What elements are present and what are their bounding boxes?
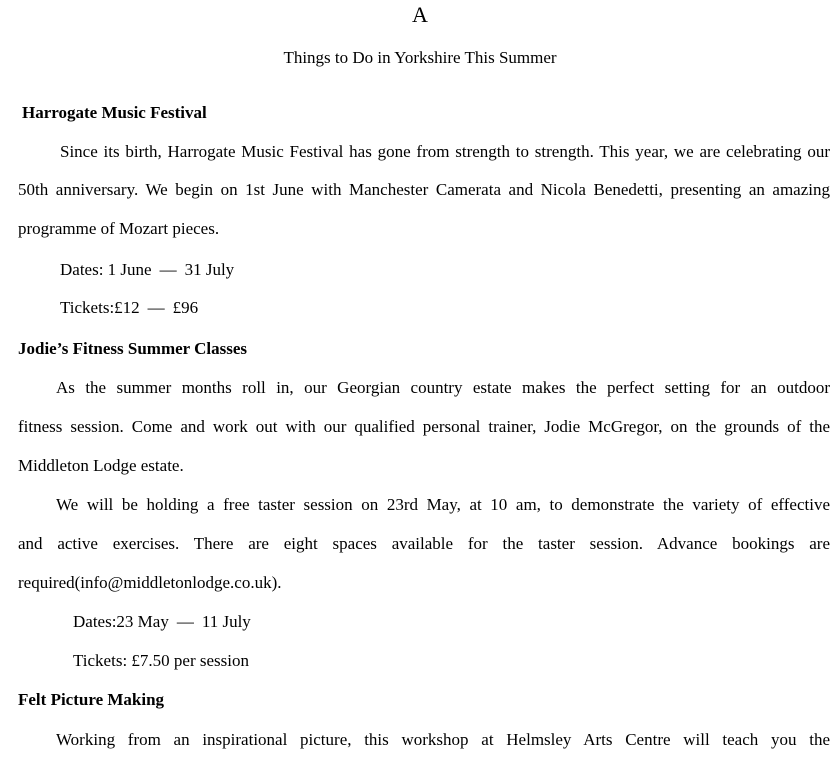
harrogate-tickets-end: £96	[172, 298, 199, 317]
jodie-para2-line-3: required(info@middletonlodge.co.uk).	[18, 573, 282, 592]
dash: —	[176, 612, 194, 631]
heading-jodie: Jodie’s Fitness Summer Classes	[18, 339, 248, 358]
harrogate-dates	[60, 260, 234, 280]
heading-harrogate: Harrogate Music Festival	[22, 103, 207, 122]
dash: —	[147, 298, 165, 317]
jodie-para1-line-2: fitness session. Come and work out with our qualified personal trainer, Jodie McGregor, on the grounds of the	[18, 417, 830, 436]
jodie-dates-start: Dates:23 May	[73, 612, 169, 631]
harrogate-tickets	[60, 298, 198, 318]
jodie-para2-line-2: and active exercises. There are eight spaces available for the taster session. Advance bookings are	[18, 534, 830, 553]
jodie-dates	[73, 612, 251, 632]
harrogate-dates-start: Dates: 1 June	[60, 260, 152, 279]
harrogate-para-line-2: 50th anniversary. We begin on 1st June with Manchester Camerata and Nicola Benedetti, presenting an amazing	[18, 180, 830, 199]
harrogate-dates-end: 31 July	[184, 260, 235, 279]
harrogate-para-line-1: Since its birth, Harrogate Music Festival has gone from strength to strength. This year, we are celebrating our	[60, 142, 830, 161]
dash: —	[159, 260, 177, 279]
harrogate-para-line-3: programme of Mozart pieces.	[18, 219, 220, 238]
heading-felt: Felt Picture Making	[18, 690, 165, 709]
felt-para-line-1: Working from an inspirational picture, this workshop at Helmsley Arts Centre will teach you the	[56, 730, 830, 749]
jodie-dates-end: 11 July	[201, 612, 251, 631]
jodie-tickets: Tickets: £7.50 per session	[73, 651, 249, 670]
harrogate-tickets-start: Tickets:£12	[60, 298, 140, 317]
jodie-para1-line-3: Middleton Lodge estate.	[18, 456, 184, 475]
jodie-para1-line-1: As the summer months roll in, our Georgian country estate makes the perfect setting for an outdoor	[56, 378, 830, 397]
section-letter: A	[412, 2, 428, 27]
jodie-para2-line-1: We will be holding a free taster session on 23rd May, at 10 am, to demonstrate the variety of effective	[56, 495, 830, 514]
page-title: Things to Do in Yorkshire This Summer	[283, 48, 557, 67]
